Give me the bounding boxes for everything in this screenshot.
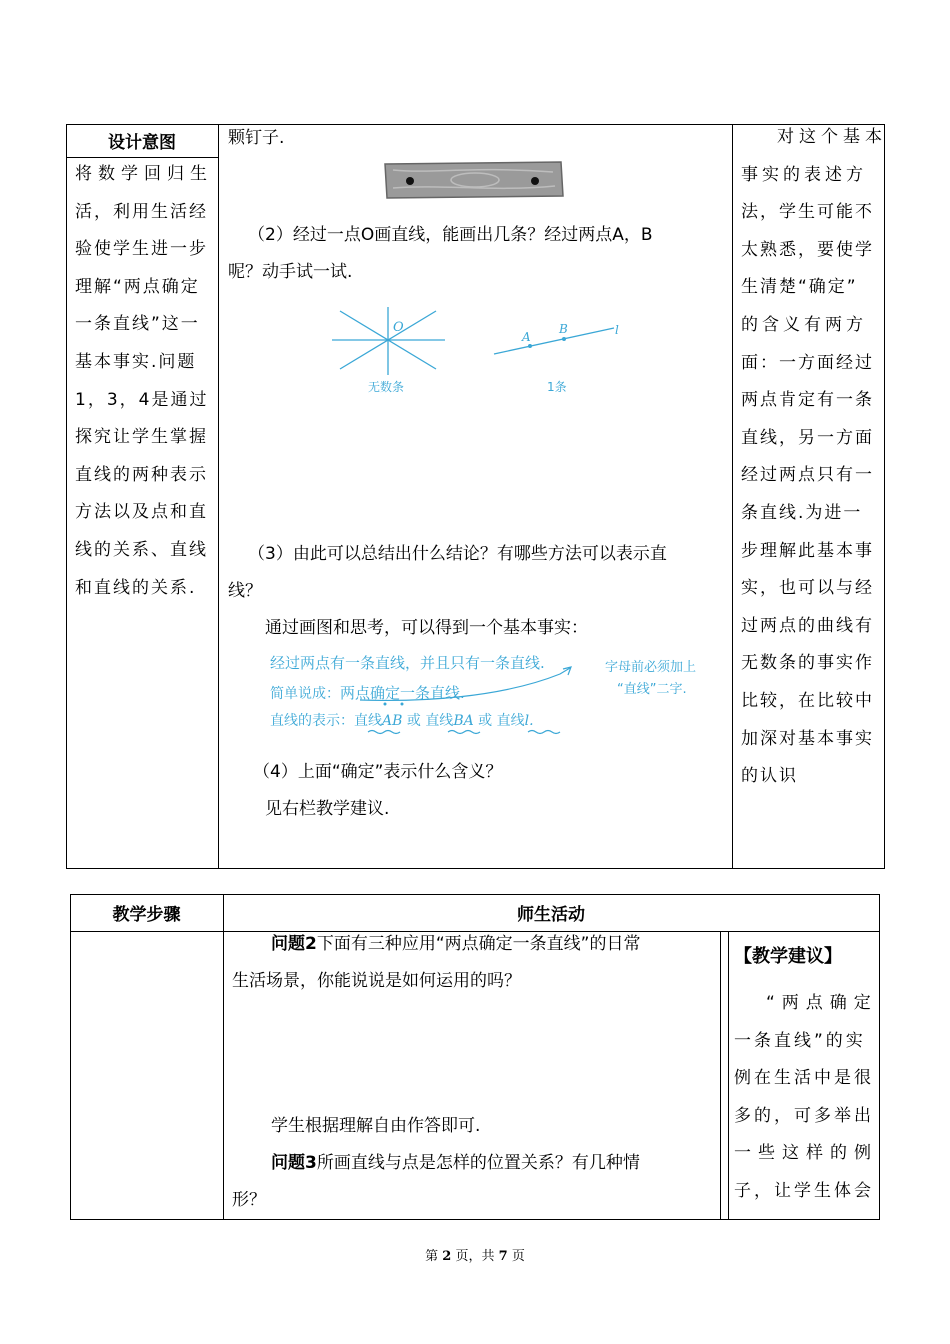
question-3-line2: 线？ [228,581,262,601]
current-page-number: 2 [442,1249,452,1264]
fact-statement: 经过两点有一条直线，并且只有一条直线. [270,654,545,672]
design-intent-text: 将数学回归生 活，利用生活经 验使学生进一步 理解“两点确定 一条直线”这一 基本事实.问题 1，3，4是通过 探究让学生掌握 直线的两种表示 方法以及点和直 线的关系、直线 和直线的关系. [75,164,213,598]
wood-plank-illustration [383,160,565,200]
problem-2-line1: 问题2下面有三种应用“两点确定一条直线”的日常 [271,934,641,954]
handwritten-annotation-marks [330,660,610,740]
teacher-student-activity-header: 师生活动 [517,905,585,925]
fact-notation: 直线的表示：直线AB 或 直线BA 或 直线l. [270,713,534,729]
lines-through-point-figure [330,305,450,395]
conclusion-intro: 通过画图和思考，可以得到一个基本事实： [265,618,588,638]
problem-3-line2: 形？ [232,1190,266,1210]
nail-left [406,177,414,185]
line-through-two-points-figure [492,318,632,398]
problem-2-line2: 生活场景，你能说说是如何运用的吗？ [232,971,521,991]
page-footer: 第 2 页，共 7 页 [425,1249,525,1264]
point-a-label: A [522,330,531,344]
question-2-line1: （2）经过一点O画直线，能画出几条？经过两点A，B [248,225,653,245]
see-right-column: 见右栏教学建议. [265,799,390,819]
teaching-suggestion-title: 【教学建议】 [734,946,842,967]
annotation-note-line2: “直线”二字. [617,682,687,697]
text-nails: 颗钉子. [228,128,285,148]
design-intent-header: 设计意图 [108,133,176,153]
caption-infinite: 无数条 [368,380,405,394]
fact-simple: 简单说成：两点确定一条直线. [270,684,465,702]
question-4: （4）上面“确定”表示什么含义？ [253,762,503,782]
teaching-suggestion-text: “两点确定 一条直线”的实 例在生活中是很 多的，可多举出 一些这样的例 子，让学生体会 [734,993,878,1201]
teaching-steps-header: 教学步骤 [112,905,181,925]
caption-one: 1条 [547,380,567,394]
nail-right [531,177,539,185]
point-o-label: O [393,320,404,335]
line-l-label: l [615,323,619,337]
point-b-label: B [559,322,568,336]
student-answer: 学生根据理解自由作答即可. [271,1116,481,1136]
annotation-note-line1: 字母前必须加上 [605,660,697,675]
question-2-line2: 呢？动手试一试. [228,262,353,282]
problem-3-line1: 问题3所画直线与点是怎样的位置关系？有几种情 [271,1153,640,1173]
teaching-note-text: 对这个基本 事实的表述方 法，学生可能不 太熟悉，要使学 生清楚“确定” 的含义有两方 面：一方面经过 两点肯定有一条 直线，另一方面 经过两点只有一 条直线.为进一 步理解此基本事 实，也可以与经 过两点的曲线有 无数条的事实作 比较，在比较中 加深对基本事实 的认识 [741,127,887,787]
total-page-number: 7 [498,1249,508,1264]
question-3-line1: （3）由此可以总结出什么结论？有哪些方法可以表示直 [248,544,667,564]
